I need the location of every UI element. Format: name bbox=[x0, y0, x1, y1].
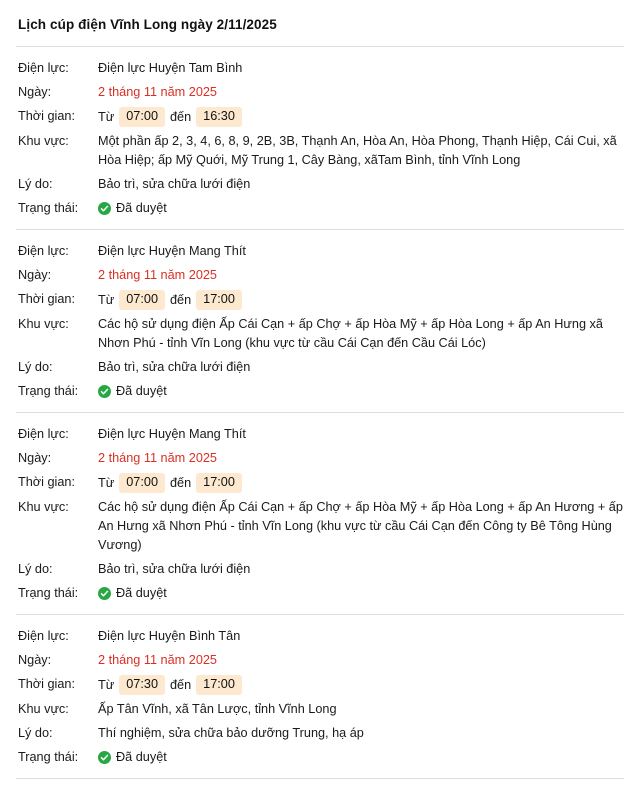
utility-label: Điện lực: bbox=[18, 61, 69, 75]
date-row bbox=[16, 649, 624, 673]
area-row bbox=[16, 698, 624, 722]
page-title: Lịch cúp điện Vĩnh Long ngày 2/11/2025 bbox=[18, 17, 277, 32]
date-row bbox=[16, 81, 624, 105]
date-value: 2 tháng 11 năm 2025 bbox=[98, 85, 217, 99]
time-to-word: đến bbox=[170, 109, 192, 124]
outage-list bbox=[16, 47, 624, 779]
area-value: Một phần ấp 2, 3, 4, 6, 8, 9, 2B, 3B, Thạnh An, Hòa An, Hòa Phong, Thạnh Hiệp, Cái Cui, xã Hòa Hiệp; ấp Mỹ Quới, Mỹ Trung 1, Cây Bàng, xãTam Bình, tỉnh Vĩnh Long bbox=[98, 134, 617, 167]
time-from-word: Từ bbox=[98, 292, 115, 307]
area-row bbox=[16, 496, 624, 558]
reason-value: Bảo trì, sửa chữa lưới điện bbox=[98, 177, 251, 191]
reason-value: Bảo trì, sửa chữa lưới điện bbox=[98, 360, 251, 374]
utility-value: Điện lực Huyện Bình Tân bbox=[98, 629, 241, 643]
reason-value: Thí nghiệm, sửa chữa bảo dưỡng Trung, hạ áp bbox=[98, 726, 364, 740]
time-row bbox=[16, 471, 624, 496]
status-label: Trạng thái: bbox=[18, 384, 79, 398]
time-to-chip: 17:00 bbox=[196, 290, 242, 310]
area-label: Khu vực: bbox=[18, 134, 69, 148]
check-circle-icon bbox=[98, 751, 111, 764]
area-row bbox=[16, 313, 624, 356]
status-row bbox=[16, 746, 624, 770]
time-from-word: Từ bbox=[98, 677, 115, 692]
time-from-word: Từ bbox=[98, 109, 115, 124]
time-row bbox=[16, 105, 624, 130]
outage-entry bbox=[16, 230, 624, 412]
time-label: Thời gian: bbox=[18, 475, 75, 489]
area-label: Khu vực: bbox=[18, 317, 69, 331]
utility-value: Điện lực Huyện Mang Thít bbox=[98, 244, 246, 258]
status-row bbox=[16, 380, 624, 404]
time-to-word: đến bbox=[170, 292, 192, 307]
area-value: Các hộ sử dụng điện Ấp Cái Cạn + ấp Chợ + ấp Hòa Mỹ + ấp Hòa Long + ấp An Hương + ấp An Hưng xã Nhơn Phú - tỉnh Vĩn Long (khu vực từ cầu Cái Cạn đến Công ty Bê Tông Hùng Vương) bbox=[98, 500, 623, 552]
utility-row bbox=[16, 57, 624, 81]
time-from-chip: 07:30 bbox=[119, 675, 165, 695]
time-to-chip: 16:30 bbox=[196, 107, 242, 127]
area-row bbox=[16, 130, 624, 173]
status-label: Trạng thái: bbox=[18, 201, 79, 215]
status-row bbox=[16, 197, 624, 221]
outage-entry bbox=[16, 615, 624, 778]
reason-row bbox=[16, 356, 624, 380]
area-label: Khu vực: bbox=[18, 702, 69, 716]
time-to-chip: 17:00 bbox=[196, 473, 242, 493]
date-label: Ngày: bbox=[18, 85, 52, 99]
reason-row bbox=[16, 722, 624, 746]
time-to-word: đến bbox=[170, 677, 192, 692]
utility-value: Điện lực Huyện Tam Bình bbox=[98, 61, 243, 75]
status-text: Đã duyệt bbox=[116, 201, 167, 215]
utility-row bbox=[16, 240, 624, 264]
time-value bbox=[84, 473, 247, 493]
date-label: Ngày: bbox=[18, 451, 52, 465]
utility-label: Điện lực: bbox=[18, 244, 69, 258]
reason-row bbox=[16, 558, 624, 582]
date-label: Ngày: bbox=[18, 653, 52, 667]
time-value bbox=[84, 290, 247, 310]
utility-row bbox=[16, 423, 624, 447]
status-badge bbox=[84, 382, 167, 401]
time-from-chip: 07:00 bbox=[119, 290, 165, 310]
status-label: Trạng thái: bbox=[18, 750, 79, 764]
time-label: Thời gian: bbox=[18, 677, 75, 691]
status-badge bbox=[84, 584, 167, 603]
date-value: 2 tháng 11 năm 2025 bbox=[98, 653, 217, 667]
time-row bbox=[16, 288, 624, 313]
check-circle-icon bbox=[98, 202, 111, 215]
outage-entry bbox=[16, 413, 624, 614]
time-from-word: Từ bbox=[98, 475, 115, 490]
time-value bbox=[84, 107, 247, 127]
time-label: Thời gian: bbox=[18, 292, 75, 306]
utility-value: Điện lực Huyện Mang Thít bbox=[98, 427, 246, 441]
time-row bbox=[16, 673, 624, 698]
date-row bbox=[16, 447, 624, 471]
date-row bbox=[16, 264, 624, 288]
time-from-chip: 07:00 bbox=[119, 107, 165, 127]
status-text: Đã duyệt bbox=[116, 384, 167, 398]
status-badge bbox=[84, 199, 167, 218]
check-circle-icon bbox=[98, 587, 111, 600]
date-value: 2 tháng 11 năm 2025 bbox=[98, 268, 217, 282]
outage-entry bbox=[16, 47, 624, 229]
area-value: Ấp Tân Vĩnh, xã Tân Lược, tỉnh Vĩnh Long bbox=[98, 702, 337, 716]
reason-label: Lý do: bbox=[18, 726, 53, 740]
divider bbox=[16, 778, 624, 779]
status-row bbox=[16, 582, 624, 606]
reason-label: Lý do: bbox=[18, 360, 53, 374]
date-value: 2 tháng 11 năm 2025 bbox=[98, 451, 217, 465]
status-text: Đã duyệt bbox=[116, 750, 167, 764]
utility-label: Điện lực: bbox=[18, 629, 69, 643]
utility-row bbox=[16, 625, 624, 649]
area-value: Các hộ sử dụng điện Ấp Cái Cạn + ấp Chợ + ấp Hòa Mỹ + ấp Hòa Long + ấp An Hưng xã Nhơn Phú - tỉnh Vĩn Long (khu vực từ cầu Cái Cạn đến Cầu Cái Lóc) bbox=[98, 317, 603, 350]
time-value bbox=[84, 675, 247, 695]
check-circle-icon bbox=[98, 385, 111, 398]
date-label: Ngày: bbox=[18, 268, 52, 282]
reason-row bbox=[16, 173, 624, 197]
status-text: Đã duyệt bbox=[116, 586, 167, 600]
time-from-chip: 07:00 bbox=[119, 473, 165, 493]
time-label: Thời gian: bbox=[18, 109, 75, 123]
time-to-word: đến bbox=[170, 475, 192, 490]
reason-value: Bảo trì, sửa chữa lưới điện bbox=[98, 562, 251, 576]
area-label: Khu vực: bbox=[18, 500, 69, 514]
reason-label: Lý do: bbox=[18, 562, 53, 576]
utility-label: Điện lực: bbox=[18, 427, 69, 441]
time-to-chip: 17:00 bbox=[196, 675, 242, 695]
reason-label: Lý do: bbox=[18, 177, 53, 191]
status-badge bbox=[84, 748, 167, 767]
status-label: Trạng thái: bbox=[18, 586, 79, 600]
